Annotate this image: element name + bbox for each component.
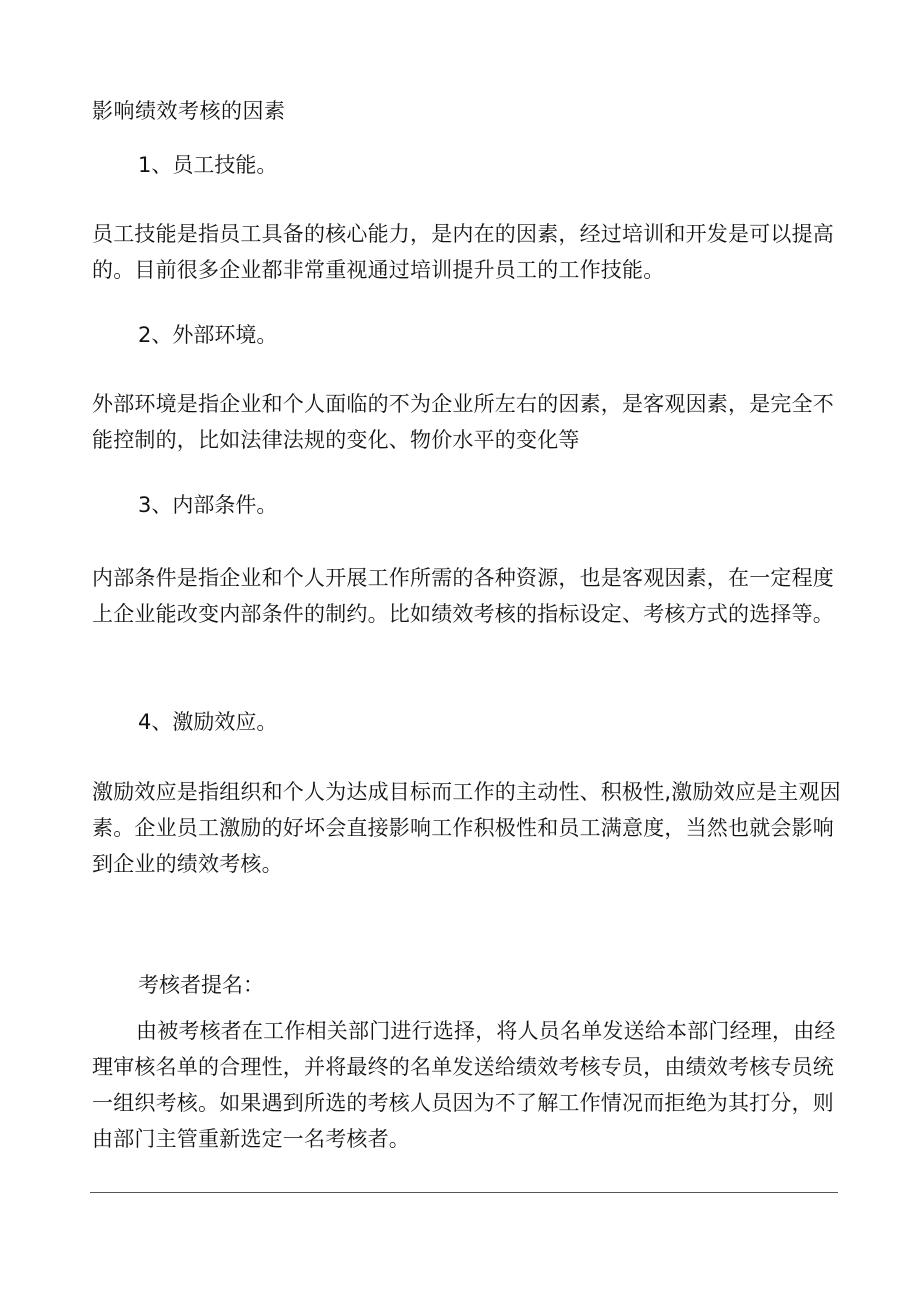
document-title: 影响绩效考核的因素 bbox=[92, 99, 286, 123]
section-body-internal-conditions: 内部条件是指企业和个人开展工作所需的各种资源，也是客观因素，在一定程度上企业能改变内部条件的制约。比如绩效考核的指标设定、考核方式的选择等。 bbox=[92, 566, 834, 626]
bottom-divider bbox=[90, 1192, 838, 1193]
section-heading-employee-skills: 1、员工技能。 bbox=[138, 153, 278, 177]
section-heading-incentive-effect: 4、激励效应。 bbox=[138, 710, 278, 734]
section-heading-external-environment: 2、外部环境。 bbox=[138, 323, 278, 347]
section-body-external-environment: 外部环境是指企业和个人面临的不为企业所左右的因素，是客观因素，是完全不能控制的，比如法律法规的变化、物价水平的变化等 bbox=[92, 392, 834, 452]
section-body-incentive-effect: 激励效应是指组织和个人为达成目标而工作的主动性、积极性,激励效应是主观因素。企业员工激励的好坏会直接影响工作积极性和员工满意度，当然也就会影响到企业的绩效考核。 bbox=[92, 780, 841, 876]
section-body-employee-skills: 员工技能是指员工具备的核心能力，是内在的因素，经过培训和开发是可以提高的。目前很多企业都非常重视通过培训提升员工的工作技能。 bbox=[92, 222, 834, 282]
nomination-heading: 考核者提名： bbox=[138, 973, 264, 997]
nomination-body: 由被考核者在工作相关部门进行选择，将人员名单发送给本部门经理，由经理审核名单的合理性，并将最终的名单发送给绩效考核专员，由绩效考核专员统一组织考核。如果遇到所选的考核人员因为不了解工作情况而拒绝为其打分，则由部门主管重新选定一名考核者。 bbox=[92, 1019, 836, 1151]
section-heading-internal-conditions: 3、内部条件。 bbox=[138, 493, 278, 517]
